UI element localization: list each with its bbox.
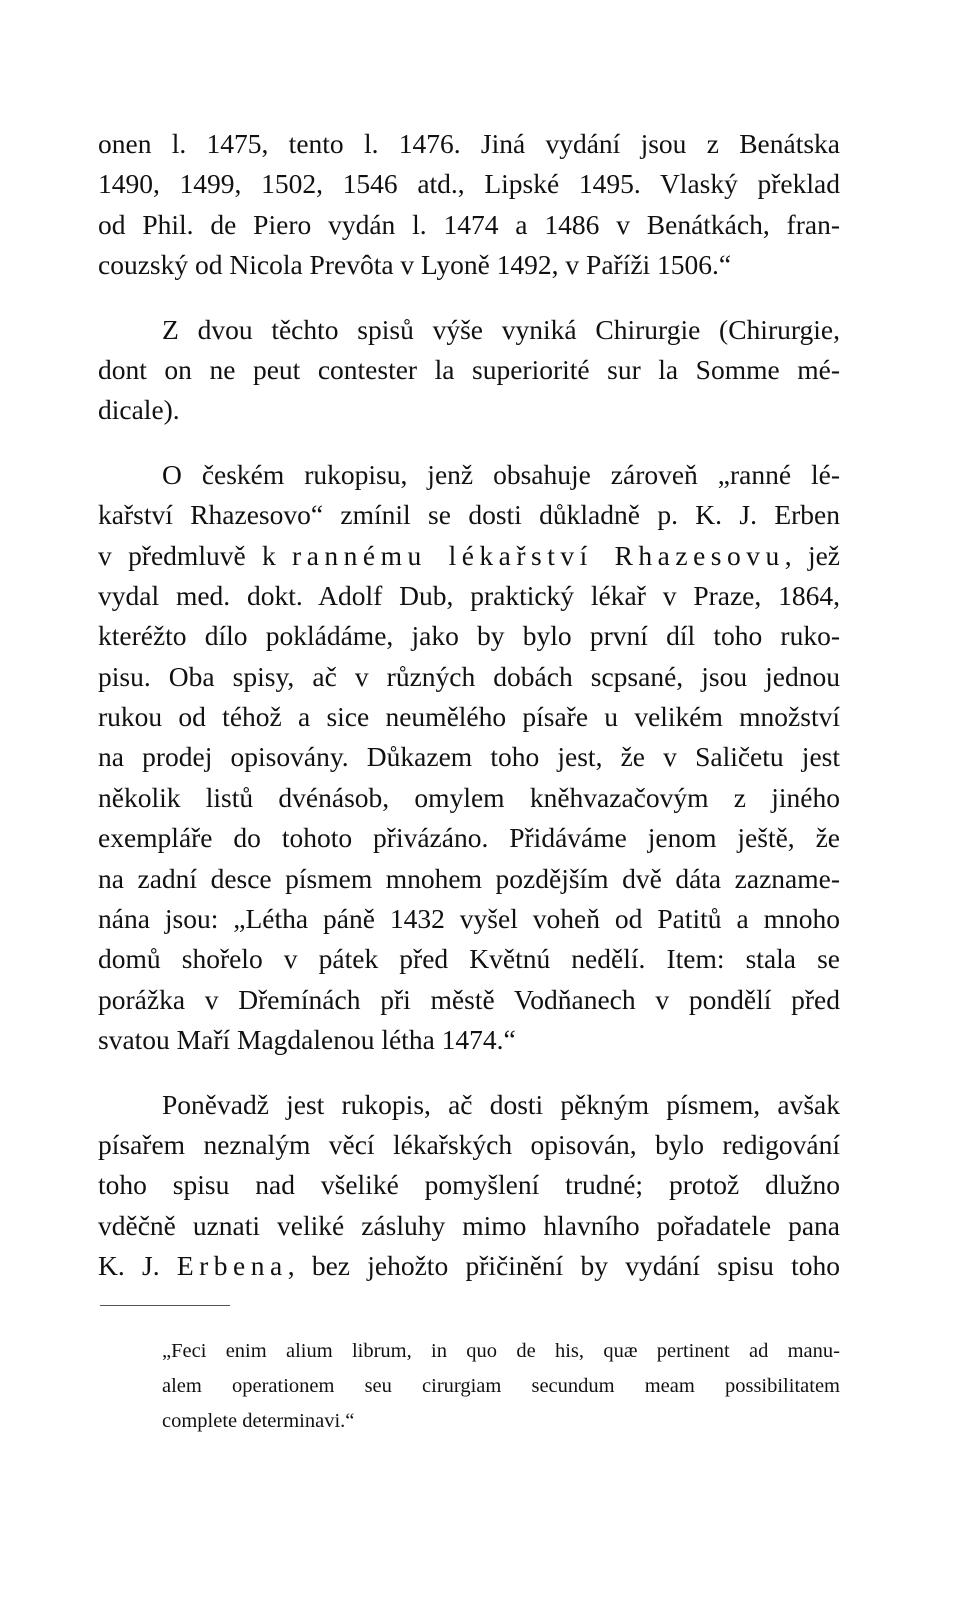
text-line: O českém rukopisu, jenž obsahuje zároveň „ranné lé- [162,458,840,490]
text-line: kteréžto dílo pokládáme, jako by bylo první díl toho ruko- [98,620,840,652]
spaced-title: rannému lékařství Rhazesovu [292,539,785,571]
paragraph-gap [98,286,840,310]
text-line: pisu. Oba spisy, ač v různých dobách scpsané, jsou jednou [98,660,840,692]
text-line: porážka v Dřemínách při městě Vodňanech v pondělí před [98,983,840,1015]
paragraph-2 [98,310,840,431]
text-line: rukou od téhož a sice neumělého písaře u velikém množství [98,701,840,733]
paragraph-gap [98,1061,840,1085]
paragraph-3 [98,455,840,1061]
text-line: několik listů dvénásob, omylem kněhvazačovým z jiného [98,781,840,813]
text-line: toho spisu nad všeliké pomyšlení trudné; protož dlužno [98,1169,840,1201]
text-line: domů shořelo v pátek před Květnú nedělí. Item: stala se [98,943,840,975]
text-line: 1490, 1499, 1502, 1546 atd., Lipské 1495. Vlaský překlad [98,168,840,200]
text-line: dont on ne peut contester la superiorité sur la Somme mé- [98,353,840,385]
footnote-line: complete determinavi.“ [162,1410,355,1432]
text-line: dicale). [98,394,180,426]
text-line-spaced-name [98,1246,840,1286]
text-line: od Phil. de Piero vydán l. 1474 a 1486 v Benátkách, fran- [98,208,840,240]
footnote [162,1334,840,1439]
main-text [98,124,840,1287]
text-line: nána jsou: „Létha páně 1432 vyšel voheň od Patitů a mnoho [98,903,840,935]
text-line: kařství Rhazesovo“ zmínil se dosti důkladně p. K. J. Erben [98,499,840,531]
text-line: na zadní desce písmem mnohem pozdějším dvě dáta zazname- [98,862,840,894]
text-line: couzský od Nicola Prevôta v Lyoně 1492, v Paříži 1506.“ [98,249,732,281]
text-segment: , bez jehožto přičinění by vydání spisu toho [287,1250,840,1282]
footnote-line: alem operationem seu cirurgiam secundum meam possibilitatem [162,1375,840,1397]
text-line: Z dvou těchto spisů výše vyniká Chirurgie (Chirurgie, [162,313,840,345]
text-line: na prodej opisovány. Důkazem toho jest, že v Saličetu jest [98,741,840,773]
text-line: Poněvadž jest rukopis, ač dosti pěkným písmem, avšak [162,1088,840,1120]
paragraph-1 [98,124,840,286]
text-line: exempláře do tohoto přivázáno. Přidáváme jenom ještě, že [98,822,840,854]
paragraph-gap [98,431,840,455]
text-line: písařem neznalým věcí lékařských opisován, bylo redigování [98,1128,840,1160]
text-line: onen l. 1475, tento l. 1476. Jiná vydání jsou z Benátska [98,128,840,159]
text-segment: v předmluvě k [98,539,293,571]
text-segment: K. J. [98,1250,177,1282]
footnote-divider [100,1305,230,1306]
spaced-name: Erbena [176,1250,288,1282]
text-line: vydal med. dokt. Adolf Dub, praktický lékař v Praze, 1864, [98,579,840,611]
text-line-spaced-title [98,536,840,576]
footnote-line: „Feci enim alium librum, in quo de his, quæ pertinent ad manu- [162,1340,840,1362]
text-line: svatou Maří Magdalenou létha 1474.“ [98,1024,516,1056]
text-line: vděčně uznati veliké zásluhy mimo hlavního pořadatele pana [98,1209,840,1241]
paragraph-4 [98,1085,840,1287]
text-segment: , jež [784,539,840,571]
